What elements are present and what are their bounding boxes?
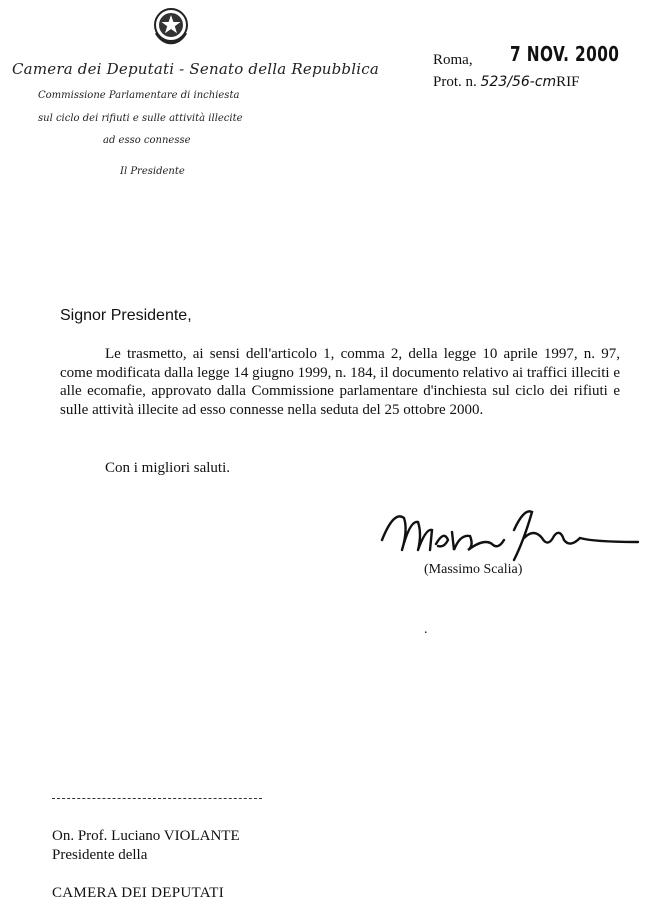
letterhead-commission: Commissione Parlamentare di inchiesta: [38, 90, 240, 101]
protocol-label: Prot. n.: [433, 74, 477, 90]
recipient-institution: CAMERA DEI DEPUTATI: [52, 885, 224, 901]
recipient-name: On. Prof. Luciano VIOLANTE: [52, 828, 240, 844]
letter-body: Le trasmetto, ai sensi dell'articolo 1, comma 2, della legge 10 aprile 1997, n. 97, come modificata dalla legge 14 giugno 1999, n. 184, il documento relativo ai traffici illeciti e alle ecomafie, approvato dalla Commissione parlamentare d'inchiesta sul ciclo dei rifiuti e sulle attività illecite ad esso connesse nella seduta del 25 ottobre 2000.: [60, 346, 620, 418]
closing: Con i migliori saluti.: [105, 460, 231, 476]
letterhead-subject-cont: ad esso connesse: [103, 135, 191, 146]
letterhead-role: Il Presidente: [120, 166, 185, 177]
signatory-name: (Massimo Scalia): [424, 562, 523, 577]
letter-place: Roma,: [433, 52, 473, 68]
protocol-value: 523/56-cm: [480, 74, 557, 90]
protocol-number: [433, 74, 580, 91]
handwritten-signature: [374, 500, 644, 570]
letterhead-title: Camera dei Deputati - Senato della Repubblica: [12, 60, 379, 78]
letterhead-subject: sul ciclo dei rifiuti e sulle attività illecite: [38, 113, 243, 124]
protocol-suffix: RIF: [556, 74, 580, 90]
date-stamp: 7 NOV. 2000: [510, 42, 620, 66]
stray-mark: .: [424, 622, 428, 637]
recipient-title: Presidente della: [52, 847, 148, 863]
greeting: Signor Presidente,: [60, 307, 192, 324]
republic-emblem-icon: [152, 5, 190, 45]
divider-line: [52, 798, 262, 799]
